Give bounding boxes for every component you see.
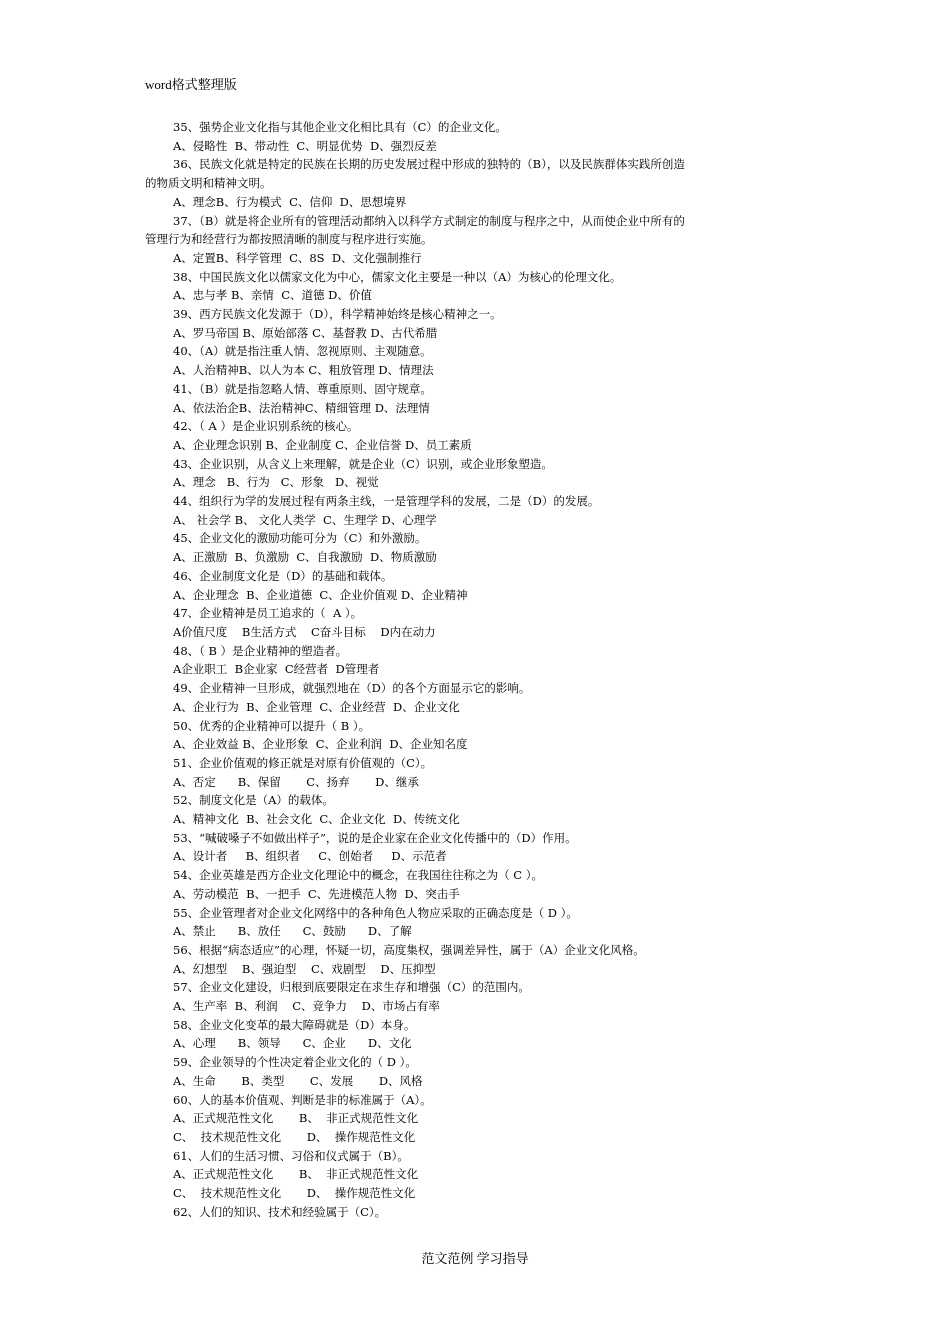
- text-line: 60、人的基本价值观、判断是非的标准属于（A）。: [173, 1092, 432, 1107]
- text-line: 54、企业英雄是西方企业文化理论中的概念，在我国往往称之为（ C ）。: [173, 868, 543, 883]
- text-line: 的物质文明和精神文明。: [145, 176, 272, 191]
- text-line: 44、组织行为学的发展过程有两条主线，一是管理学科的发展，二是（D）的发展。: [173, 494, 600, 509]
- text-line: 46、企业制度文化是（D）的基础和载体。: [173, 568, 393, 583]
- text-line: 36、民族文化就是特定的民族在长期的历史发展过程中形成的独特的（B），以及民族群体实践所创造: [173, 157, 685, 172]
- text-line: 55、企业管理者对企业文化网络中的各种角色人物应采取的正确态度是（ D ）。: [173, 905, 578, 920]
- text-line: 40、（A）就是指注重人情、忽视原则、主观随意。: [173, 344, 432, 359]
- text-line: A、正式规范性文化 B、 非正式规范性文化: [173, 1111, 419, 1126]
- text-line: A、心理 B、领导 C、企业 D、文化: [173, 1036, 412, 1051]
- text-line: 56、根据“病态适应”的心理，怀疑一切，高度集权，强调差异性，属于（A）企业文化风格。: [173, 942, 645, 957]
- text-line: A、 社会学 B、 文化人类学 C、生理学 D、心理学: [173, 512, 437, 527]
- text-line: A、生命 B、类型 C、发展 D、风格: [173, 1073, 423, 1088]
- text-line: A、依法治企B、法治精神C、精细管理 D、法理情: [173, 400, 430, 415]
- text-line: A、禁止 B、放任 C、鼓励 D、了解: [173, 924, 412, 939]
- text-line: 48、（ B ）是企业精神的塑造者。: [173, 643, 348, 658]
- text-line: 57、企业文化建设，归根到底要限定在求生存和增强（C）的范围内。: [173, 980, 530, 995]
- text-line: A、企业理念识别 B、企业制度 C、企业信誉 D、员工素质: [173, 437, 472, 452]
- text-line: A、正式规范性文化 B、 非正式规范性文化: [173, 1167, 419, 1182]
- text-line: 45、企业文化的激励功能可分为（C）和外激励。: [173, 531, 427, 546]
- text-line: A、劳动模范 B、一把手 C、先进模范人物 D、突击手: [173, 886, 460, 901]
- text-line: A、罗马帝国 B、原始部落 C、基督教 D、古代希腊: [173, 325, 438, 340]
- text-line: A、精神文化 B、社会文化 C、企业文化 D、传统文化: [173, 812, 460, 827]
- text-line: 39、西方民族文化发源于（D），科学精神始终是核心精神之一。: [173, 307, 502, 322]
- page-header: word格式整理版: [145, 77, 237, 92]
- text-line: A、生产率 B、利润 C、竞争力 D、市场占有率: [173, 999, 440, 1014]
- text-line: A、否定 B、保留 C、扬弃 D、继承: [173, 774, 419, 789]
- text-line: 61、人们的生活习惯、习俗和仪式属于（B）。: [173, 1148, 409, 1163]
- page-footer: 范文范例 学习指导: [421, 1251, 529, 1266]
- text-line: A、定置B、科学管理 C、8S D、文化强制推行: [173, 250, 422, 265]
- text-line: 管理行为和经营行为都按照清晰的制度与程序进行实施。: [145, 232, 433, 247]
- text-line: 58、企业文化变革的最大障碍就是（D）本身。: [173, 1017, 416, 1032]
- text-line: A、理念 B、行为 C、形象 D、视觉: [173, 475, 379, 490]
- text-line: 53、“喊破嗓子不如做出样子”，说的是企业家在企业文化传播中的（D）作用。: [173, 830, 577, 845]
- text-line: 42、（ A ）是企业识别系统的核心。: [173, 419, 359, 434]
- text-line: 37、（B）就是将企业所有的管理活动都纳入以科学方式制定的制度与程序之中，从而使企业中所有的: [173, 213, 685, 228]
- text-line: A、正激励 B、负激励 C、自我激励 D、物质激励: [173, 550, 437, 565]
- text-line: A、企业理念 B、企业道德 C、企业价值观 D、企业精神: [173, 587, 468, 602]
- text-line: 49、企业精神一旦形成，就强烈地在（D）的各个方面显示它的影响。: [173, 681, 531, 696]
- text-line: 38、中国民族文化以儒家文化为中心，儒家文化主要是一种以（A）为核心的伦理文化。: [173, 269, 622, 284]
- text-line: 43、企业识别，从含义上来理解，就是企业（C）识别，或企业形象塑造。: [173, 456, 553, 471]
- text-line: A、忠与孝 B、亲情 C、道德 D、价值: [173, 288, 372, 303]
- text-line: 51、企业价值观的修正就是对原有价值观的（C）。: [173, 755, 433, 770]
- text-line: A、企业行为 B、企业管理 C、企业经营 D、企业文化: [173, 699, 460, 714]
- text-line: A、设计者 B、组织者 C、创始者 D、示范者: [173, 849, 447, 864]
- text-line: A、幻想型 B、强迫型 C、戏剧型 D、压抑型: [173, 961, 436, 976]
- text-line: A、侵略性 B、带动性 C、明显优势 D、强烈反差: [173, 138, 437, 153]
- text-line: 47、企业精神是员工追求的（ A ）。: [173, 606, 363, 621]
- text-line: 52、制度文化是（A）的载体。: [173, 793, 334, 808]
- text-line: A价值尺度 B生活方式 C奋斗目标 D内在动力: [173, 624, 436, 639]
- text-line: A、人治精神B、以人为本 C、粗放管理 D、情理法: [173, 363, 434, 378]
- text-line: 35、强势企业文化指与其他企业文化相比具有（C）的企业文化。: [173, 120, 507, 134]
- text-line: 59、企业领导的个性决定着企业文化的（ D ）。: [173, 1055, 417, 1070]
- text-line: 41、（B）就是指忽略人情、尊重原则、固守规章。: [173, 381, 432, 396]
- text-line: C、 技术规范性文化 D、 操作规范性文化: [173, 1129, 416, 1144]
- text-line: A、理念B、行为模式 C、信仰 D、思想境界: [173, 194, 407, 209]
- text-line: A、企业效益 B、企业形象 C、企业利润 D、企业知名度: [173, 737, 468, 752]
- text-line: A企业职工 B企业家 C经营者 D管理者: [173, 662, 380, 677]
- text-line: 62、人们的知识、技术和经验属于（C）。: [173, 1204, 387, 1219]
- text-line: 50、优秀的企业精神可以提升（ B ）。: [173, 718, 371, 733]
- document-body: [145, 118, 810, 1221]
- text-line: C、 技术规范性文化 D、 操作规范性文化: [173, 1186, 416, 1201]
